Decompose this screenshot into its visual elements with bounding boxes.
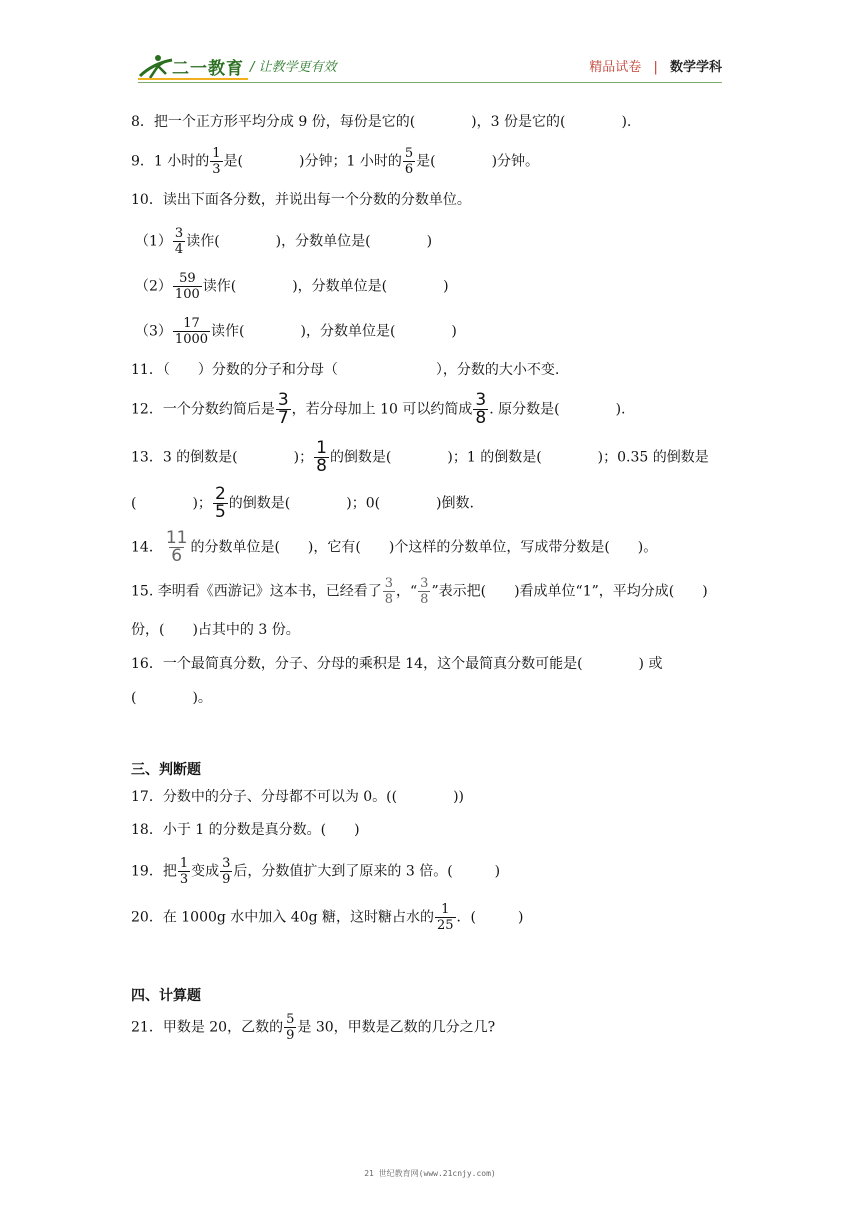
fraction-59-100: $\frac{59}{100}$ <box>174 271 200 302</box>
question-8: 8．把一个正方形平均分成 9 份，每份是它的( )，3 份是它的( ). <box>131 114 632 130</box>
fraction-1-8: $\frac{1}{8}$ <box>316 438 327 476</box>
question-17: 17．分数中的分子、分母都不可以为 0。(( )) <box>131 789 465 805</box>
fraction-5-9: $\frac{5}{9}$ <box>286 1012 295 1043</box>
fraction-3-8: $\frac{3}{8}$ <box>475 390 487 428</box>
question-10-item-1: （1） $\frac{3}{4}$ 读作( )，分数单位是( ) <box>135 226 433 257</box>
question-10-stem: 10．读出下面各分数，并说出每一个分数的分数单位。 <box>131 192 471 208</box>
question-15-line-1: 15. 李明看《西游记》这本书，已经看了 $\frac{3}{8}$ ，“ $\frac{3}{8}$ ”表示把( )看成单位“1”，平均分成( ) <box>131 576 708 607</box>
question-10-item-3: （3） $\frac{17}{1000}$ 读作( )，分数单位是( ) <box>135 316 457 347</box>
question-16-line-2: ( )。 <box>131 690 212 706</box>
section-3-title: 三、判断题 <box>131 762 201 778</box>
fraction-1-3: $\frac{1}{3}$ <box>212 146 221 177</box>
fraction-2-5: $\frac{2}{5}$ <box>214 484 226 522</box>
question-20: 20．在 1000g 水中加入 40g 糖，这时糖占水的 $\frac{1}{25}$ ．( ) <box>131 902 524 933</box>
question-11: 11．（ ）分数的分子和分母（ ），分数的大小不变. <box>131 362 560 378</box>
fraction-3-4: $\frac{3}{4}$ <box>174 226 184 257</box>
question-13-line-2: ( )； $\frac{2}{5}$ 的倒数是( )；0( )倒数. <box>131 484 474 522</box>
section-4-title: 四、计算题 <box>131 988 201 1004</box>
header-divider <box>138 82 722 83</box>
fraction-3-8-quoted: $\frac{3}{8}$ <box>420 576 429 607</box>
question-18: 18．小于 1 的分数是真分数。( ) <box>131 822 360 838</box>
fraction-3-8-read: $\frac{3}{8}$ <box>384 576 393 607</box>
page-header <box>138 48 722 84</box>
question-10-item-2: （2） $\frac{59}{100}$ 读作( )，分数单位是( ) <box>135 271 449 302</box>
question-12: 12．一个分数约简后是 $\frac{3}{7}$ ，若分母加上 10 可以约简成 $\frac{3}{8}$ . 原分数是( ). <box>131 390 626 428</box>
fraction-1-3-b: $\frac{1}{3}$ <box>179 856 189 887</box>
question-14: 14． $\frac{11}{6}$ 的分数单位是( )，它有( )个这样的分数单位，写成带分数是( )。 <box>131 528 658 566</box>
tag-subject: 数学学科 <box>669 60 722 75</box>
page-footer: 21 世纪教育网(www.21cnjy.com) <box>364 1169 496 1178</box>
question-9: 9．1 小时的 $\frac{1}{3}$ 是( )分钟；1 小时的 $\frac{5}{6}$ 是( )分钟。 <box>131 146 540 177</box>
slogan: / 让教学更有效 <box>250 60 337 75</box>
logo-text: 二一教育 <box>172 59 244 79</box>
tag-quality: 精品试卷 <box>589 60 642 75</box>
fraction-5-6: $\frac{5}{6}$ <box>404 146 414 177</box>
tag-separator: | <box>653 60 658 75</box>
question-16-line-1: 16．一个最简真分数，分子、分母的乘积是 14，这个最简真分数可能是( ) 或 <box>131 656 663 672</box>
header-tags <box>589 56 722 75</box>
fraction-1-25: $\frac{1}{25}$ <box>436 902 454 933</box>
question-13-line-1: 13．3 的倒数是( )； $\frac{1}{8}$ 的倒数是( )；1 的倒数是( )；0.35 的倒数是 <box>131 438 709 476</box>
fraction-3-9: $\frac{3}{9}$ <box>222 856 231 887</box>
question-21: 21．甲数是 20，乙数的 $\frac{5}{9}$ 是 30，甲数是乙数的几分之几? <box>131 1012 496 1043</box>
fraction-3-7: $\frac{3}{7}$ <box>277 390 289 428</box>
fraction-17-1000: $\frac{17}{1000}$ <box>174 316 209 347</box>
question-19: 19．把 $\frac{1}{3}$ 变成 $\frac{3}{9}$ 后，分数值扩大到了原来的 3 倍。( ) <box>131 856 501 887</box>
fraction-11-6: $\frac{11}{6}$ <box>165 528 188 566</box>
question-15-line-2: 份，( )占其中的 3 份。 <box>131 622 300 638</box>
